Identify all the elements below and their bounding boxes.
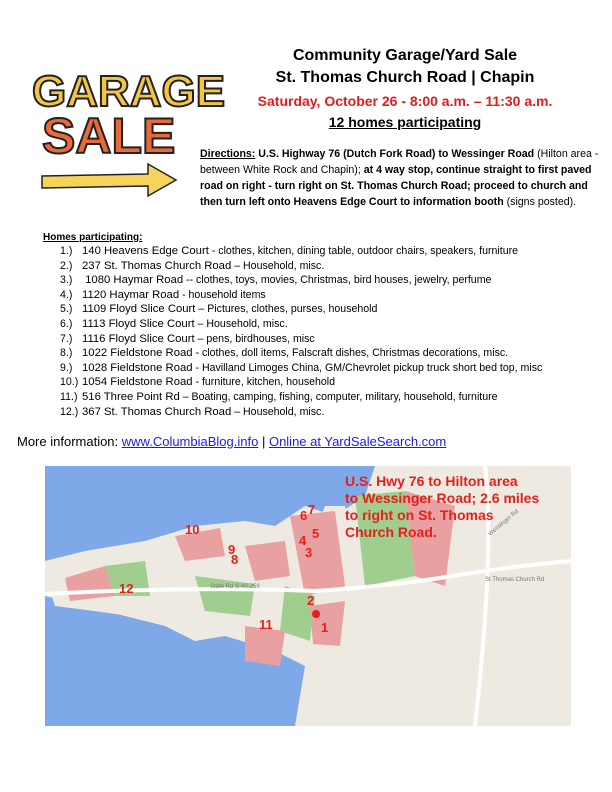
garage-sale-logo [28, 58, 226, 198]
map-note-line: to right on St. Thomas [345, 507, 494, 523]
marker-11: 11 [259, 617, 273, 632]
home-item [60, 390, 542, 405]
road-label: Wessinger Rd [487, 508, 521, 538]
home-address: 1028 Fieldstone Road [82, 361, 193, 374]
home-item [60, 273, 542, 288]
home-address: 516 Three Point Rd [82, 390, 180, 403]
home-item [60, 375, 542, 390]
marker-1: 1 [321, 620, 329, 635]
marker-5: 5 [312, 526, 320, 541]
home-number: 10.) [60, 376, 79, 389]
home-item [60, 288, 542, 303]
home-number: 9.) [60, 361, 73, 374]
home-items: – Household, misc. [194, 317, 288, 330]
directions-text: (Hilton area - between White Rock and Chapin); [200, 148, 599, 176]
home-number: 11.) [60, 390, 78, 403]
marker-12: 12 [119, 581, 134, 596]
arrow-icon [42, 164, 176, 196]
home-items: - clothes, kitchen, dining table, outdoor chairs, speakers, furniture [208, 245, 519, 257]
home-number: 3.) [60, 274, 73, 287]
marker-8: 8 [231, 552, 239, 567]
home-items: – Household, misc. [231, 259, 325, 272]
marker-3: 3 [305, 545, 313, 560]
marker-7: 7 [308, 502, 316, 517]
home-items: – Boating, camping, fishing, computer, military, household, furniture [179, 390, 498, 403]
directions-text: (signs posted). [503, 196, 577, 208]
home-item [60, 302, 542, 317]
more-information [17, 434, 446, 449]
home-items: – Household, misc. [231, 405, 325, 418]
map-note-line: to Wessinger Road; 2.6 miles [345, 490, 540, 506]
marker-10: 10 [185, 522, 200, 537]
home-number: 5.) [60, 303, 73, 316]
logo-sale-text: SALE [42, 108, 176, 164]
home-item [60, 244, 542, 259]
home-number: 8.) [60, 347, 73, 360]
home-number: 4.) [60, 288, 73, 301]
home-address: 1054 Fieldstone Road [82, 376, 193, 389]
sale-date: Saturday, October 26 - 8:00 a.m. – 11:30 a.m. [257, 93, 553, 109]
home-item [60, 361, 542, 376]
home-item [60, 332, 542, 347]
home-number: 6.) [60, 317, 73, 330]
columbiablog-link[interactable]: www.ColumbiaBlog.info [121, 434, 259, 449]
page-subtitle: St. Thomas Church Road | Chapin [275, 69, 535, 86]
home-item [60, 259, 542, 274]
directions-text: at 4 way stop, continue straight to first paved road on right - turn right on St. Thomas Church Road; proceed to church and then turn left onto Heavens Edge Court to information booth [200, 164, 592, 208]
home-address: 1113 Floyd Slice Court [82, 317, 195, 330]
directions-label: Directions: [200, 148, 256, 160]
home-items: - clothes, doll items, Falscraft dishes, Christmas decorations, misc. [192, 347, 509, 360]
home-address: 140 Heavens Edge Court [82, 245, 209, 257]
directions-text: U.S. Highway 76 (Dutch Fork Road) to Wessinger Road [255, 148, 535, 160]
home-items: – pens, birdhouses, misc [194, 332, 315, 345]
directions [200, 146, 600, 210]
more-label: More information: [17, 434, 122, 449]
page-title: Community Garage/Yard Sale [292, 47, 518, 64]
separator: | [258, 434, 269, 449]
home-address: 1109 Floyd Slice Court [82, 303, 196, 316]
home-item [60, 317, 542, 332]
road-label: St Thomas Church Rd [485, 577, 545, 583]
home-number: 12.) [60, 405, 79, 418]
homes-heading: Homes participating: [43, 232, 143, 243]
home-number: 2.) [60, 259, 73, 272]
home-item [60, 346, 542, 361]
marker-9: 9 [228, 542, 236, 557]
logo-garage-text: GARAGE [32, 67, 226, 116]
home-number: 1.) [60, 245, 73, 257]
home-items: - Havilland Limoges China, GM/Chevrolet pickup truck short bed top, misc [192, 361, 543, 374]
map-note-line: Church Road. [345, 524, 437, 540]
home-address: 1120 Haymar Road [82, 288, 180, 301]
yardsalesearch-link[interactable]: Online at YardSaleSearch.com [268, 434, 447, 449]
marker-6: 6 [300, 508, 308, 523]
homes-count: 12 homes participating [328, 114, 482, 130]
home-item [60, 405, 542, 420]
home-number: 7.) [60, 332, 73, 345]
home-items: - furniture, kitchen, household [192, 376, 336, 389]
home-address: 1022 Fieldstone Road [82, 347, 193, 360]
road-label: State Rd S-40-259 [210, 584, 260, 590]
map-note-line: U.S. Hwy 76 to Hilton area [345, 473, 518, 489]
marker-2: 2 [307, 593, 315, 608]
home-items: -- clothes, toys, movies, Christmas, bird houses, jewelry, perfume [183, 274, 492, 287]
home-items: - household items [179, 288, 266, 301]
area-map [45, 466, 571, 726]
home-address: 1080 Haymar Road [82, 274, 184, 287]
home-address: 1116 Floyd Slice Court [82, 332, 195, 345]
marker-4: 4 [299, 533, 307, 548]
homes-list [60, 244, 542, 419]
home-address: 367 St. Thomas Church Road [82, 405, 232, 418]
home-items: – Pictures, clothes, purses, household [195, 303, 378, 316]
home-address: 237 St. Thomas Church Road [82, 259, 232, 272]
